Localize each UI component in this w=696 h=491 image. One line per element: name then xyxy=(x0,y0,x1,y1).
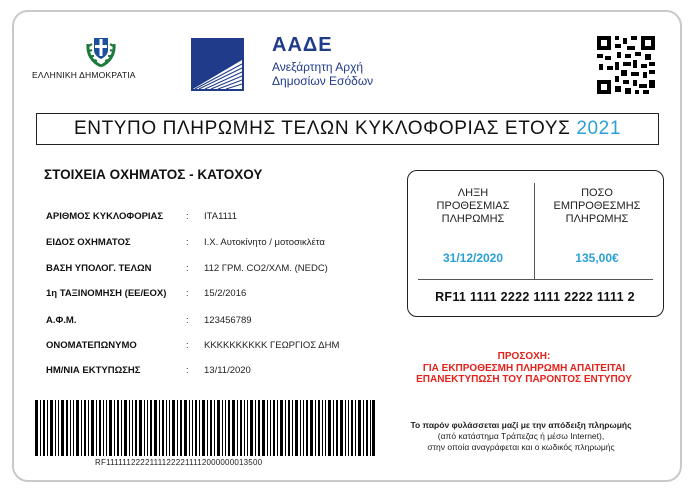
deadline-header xyxy=(414,187,532,226)
amount-value: 135,00€ xyxy=(575,251,619,265)
section-title: ΣΤΟΙΧΕΙΑ ΟΧΗΜΑΤΟΣ - ΚΑΤΟΧΟΥ xyxy=(44,167,263,182)
payment-divider-vertical xyxy=(534,183,535,280)
amount-header-line-3: ΠΛΗΡΩΜΗΣ xyxy=(565,213,629,225)
late-payment-warning xyxy=(400,351,648,386)
deadline-header-line-1: ΛΗΞΗ xyxy=(457,187,489,199)
row-colon: : xyxy=(186,211,189,222)
row-value-plate: ΙΤΑ1111 xyxy=(204,211,238,222)
row-colon: : xyxy=(186,237,189,248)
greek-emblem-icon xyxy=(84,32,118,68)
aade-subtitle-line-2: Δημοσίων Εσόδων xyxy=(272,74,374,88)
amount-header-line-1: ΠΟΣΟ xyxy=(581,187,613,199)
payment-divider-horizontal xyxy=(418,279,653,280)
aade-subtitle-line-1: Ανεξάρτητη Αρχή xyxy=(272,60,364,74)
footer-note-line-2: (από κατάστημα Τράπεζας ή μέσω Internet), xyxy=(437,431,605,441)
aade-title: ΑΑΔΕ xyxy=(272,34,333,56)
aade-subtitle xyxy=(272,60,373,88)
row-label-full-name: ΟΝΟΜΑΤΕΠΩΝΥΜΟ xyxy=(46,340,137,351)
barcode-icon xyxy=(35,400,375,456)
row-value-vehicle-type: Ι.Χ. Αυτοκίνητο / μοτοσικλέτα xyxy=(204,237,325,248)
footer-note-line-1: Το παρόν φυλάσσεται μαζί με την απόδειξη πληρωμής xyxy=(410,420,632,430)
row-colon: : xyxy=(186,288,189,299)
row-label-print-date: ΗΜ/ΝΙΑ ΕΚΤΥΠΩΣΗΣ xyxy=(46,365,141,376)
barcode-number: RF11111122221111222211112000000013500 xyxy=(95,458,263,467)
footer-note-line-3: στην οποία αναγράφεται και ο κωδικός πληρωμής xyxy=(427,442,615,452)
deadline-value: 31/12/2020 xyxy=(442,251,504,265)
qr-code-icon xyxy=(597,36,655,94)
row-label-fee-basis: ΒΑΣΗ ΥΠΟΛΟΓ. ΤΕΛΩΝ xyxy=(46,263,152,274)
row-value-tax-id: 123456789 xyxy=(204,315,252,326)
aade-logo-icon xyxy=(191,38,244,91)
amount-header xyxy=(536,187,658,226)
row-label-tax-id: Α.Φ.Μ. xyxy=(46,315,77,326)
row-colon: : xyxy=(186,340,189,351)
row-value-full-name: ΚΚΚΚΚΚΚΚΚΚ ΓΕΩΡΓΙΟΣ ΔΗΜ xyxy=(204,340,340,351)
row-label-plate: ΑΡΙΘΜΟΣ ΚΥΚΛΟΦΟΡΙΑΣ xyxy=(46,211,164,222)
warning-line-3: ΕΠΑΝΕΚΤΥΠΩΣΗ ΤΟΥ ΠΑΡΟΝΤΟΣ ΕΝΤΥΠΟΥ xyxy=(416,374,632,385)
government-caption: ΕΛΛΗΝΙΚΗ ΔΗΜΟΚΡΑΤΙΑ xyxy=(32,70,136,80)
amount-header-line-2: ΕΜΠΡΟΘΕΣΜΗΣ xyxy=(553,200,641,212)
form-title-text: ΕΝΤΥΠΟ ΠΛΗΡΩΜΗΣ ΤΕΛΩΝ ΚΥΚΛΟΦΟΡΙΑΣ ΕΤΟΥΣ xyxy=(73,118,571,139)
row-label-first-registration: 1η ΤΑΞΙΝΟΜΗΣΗ (ΕΕ/ΕΟΧ) xyxy=(46,288,167,299)
payment-code: RF11 1111 2222 1111 2222 1111 2 xyxy=(435,290,635,304)
warning-line-1: ΠΡΟΣΟΧΗ: xyxy=(497,351,551,362)
row-value-fee-basis: 112 ΓΡΜ. CO2/ΧΛΜ. (NEDC) xyxy=(204,263,328,274)
footer-note xyxy=(386,420,656,453)
row-colon: : xyxy=(186,315,189,326)
row-colon: : xyxy=(186,263,189,274)
row-value-first-registration: 15/2/2016 xyxy=(204,288,247,299)
form-title xyxy=(36,113,659,145)
row-colon: : xyxy=(186,365,189,376)
warning-line-2: ΓΙΑ ΕΚΠΡΟΘΕΣΜΗ ΠΛΗΡΩΜΗ ΑΠΑΙΤΕΙΤΑΙ xyxy=(422,362,626,374)
payment-box xyxy=(407,170,664,317)
row-label-vehicle-type: ΕΙΔΟΣ ΟΧΗΜΑΤΟΣ xyxy=(46,237,131,248)
row-value-print-date: 13/11/2020 xyxy=(204,365,251,376)
deadline-header-line-2: ΠΡΟΘΕΣΜΙΑΣ xyxy=(436,200,510,212)
form-title-year: 2021 xyxy=(576,118,622,139)
deadline-header-line-3: ΠΛΗΡΩΜΗΣ xyxy=(441,213,505,225)
